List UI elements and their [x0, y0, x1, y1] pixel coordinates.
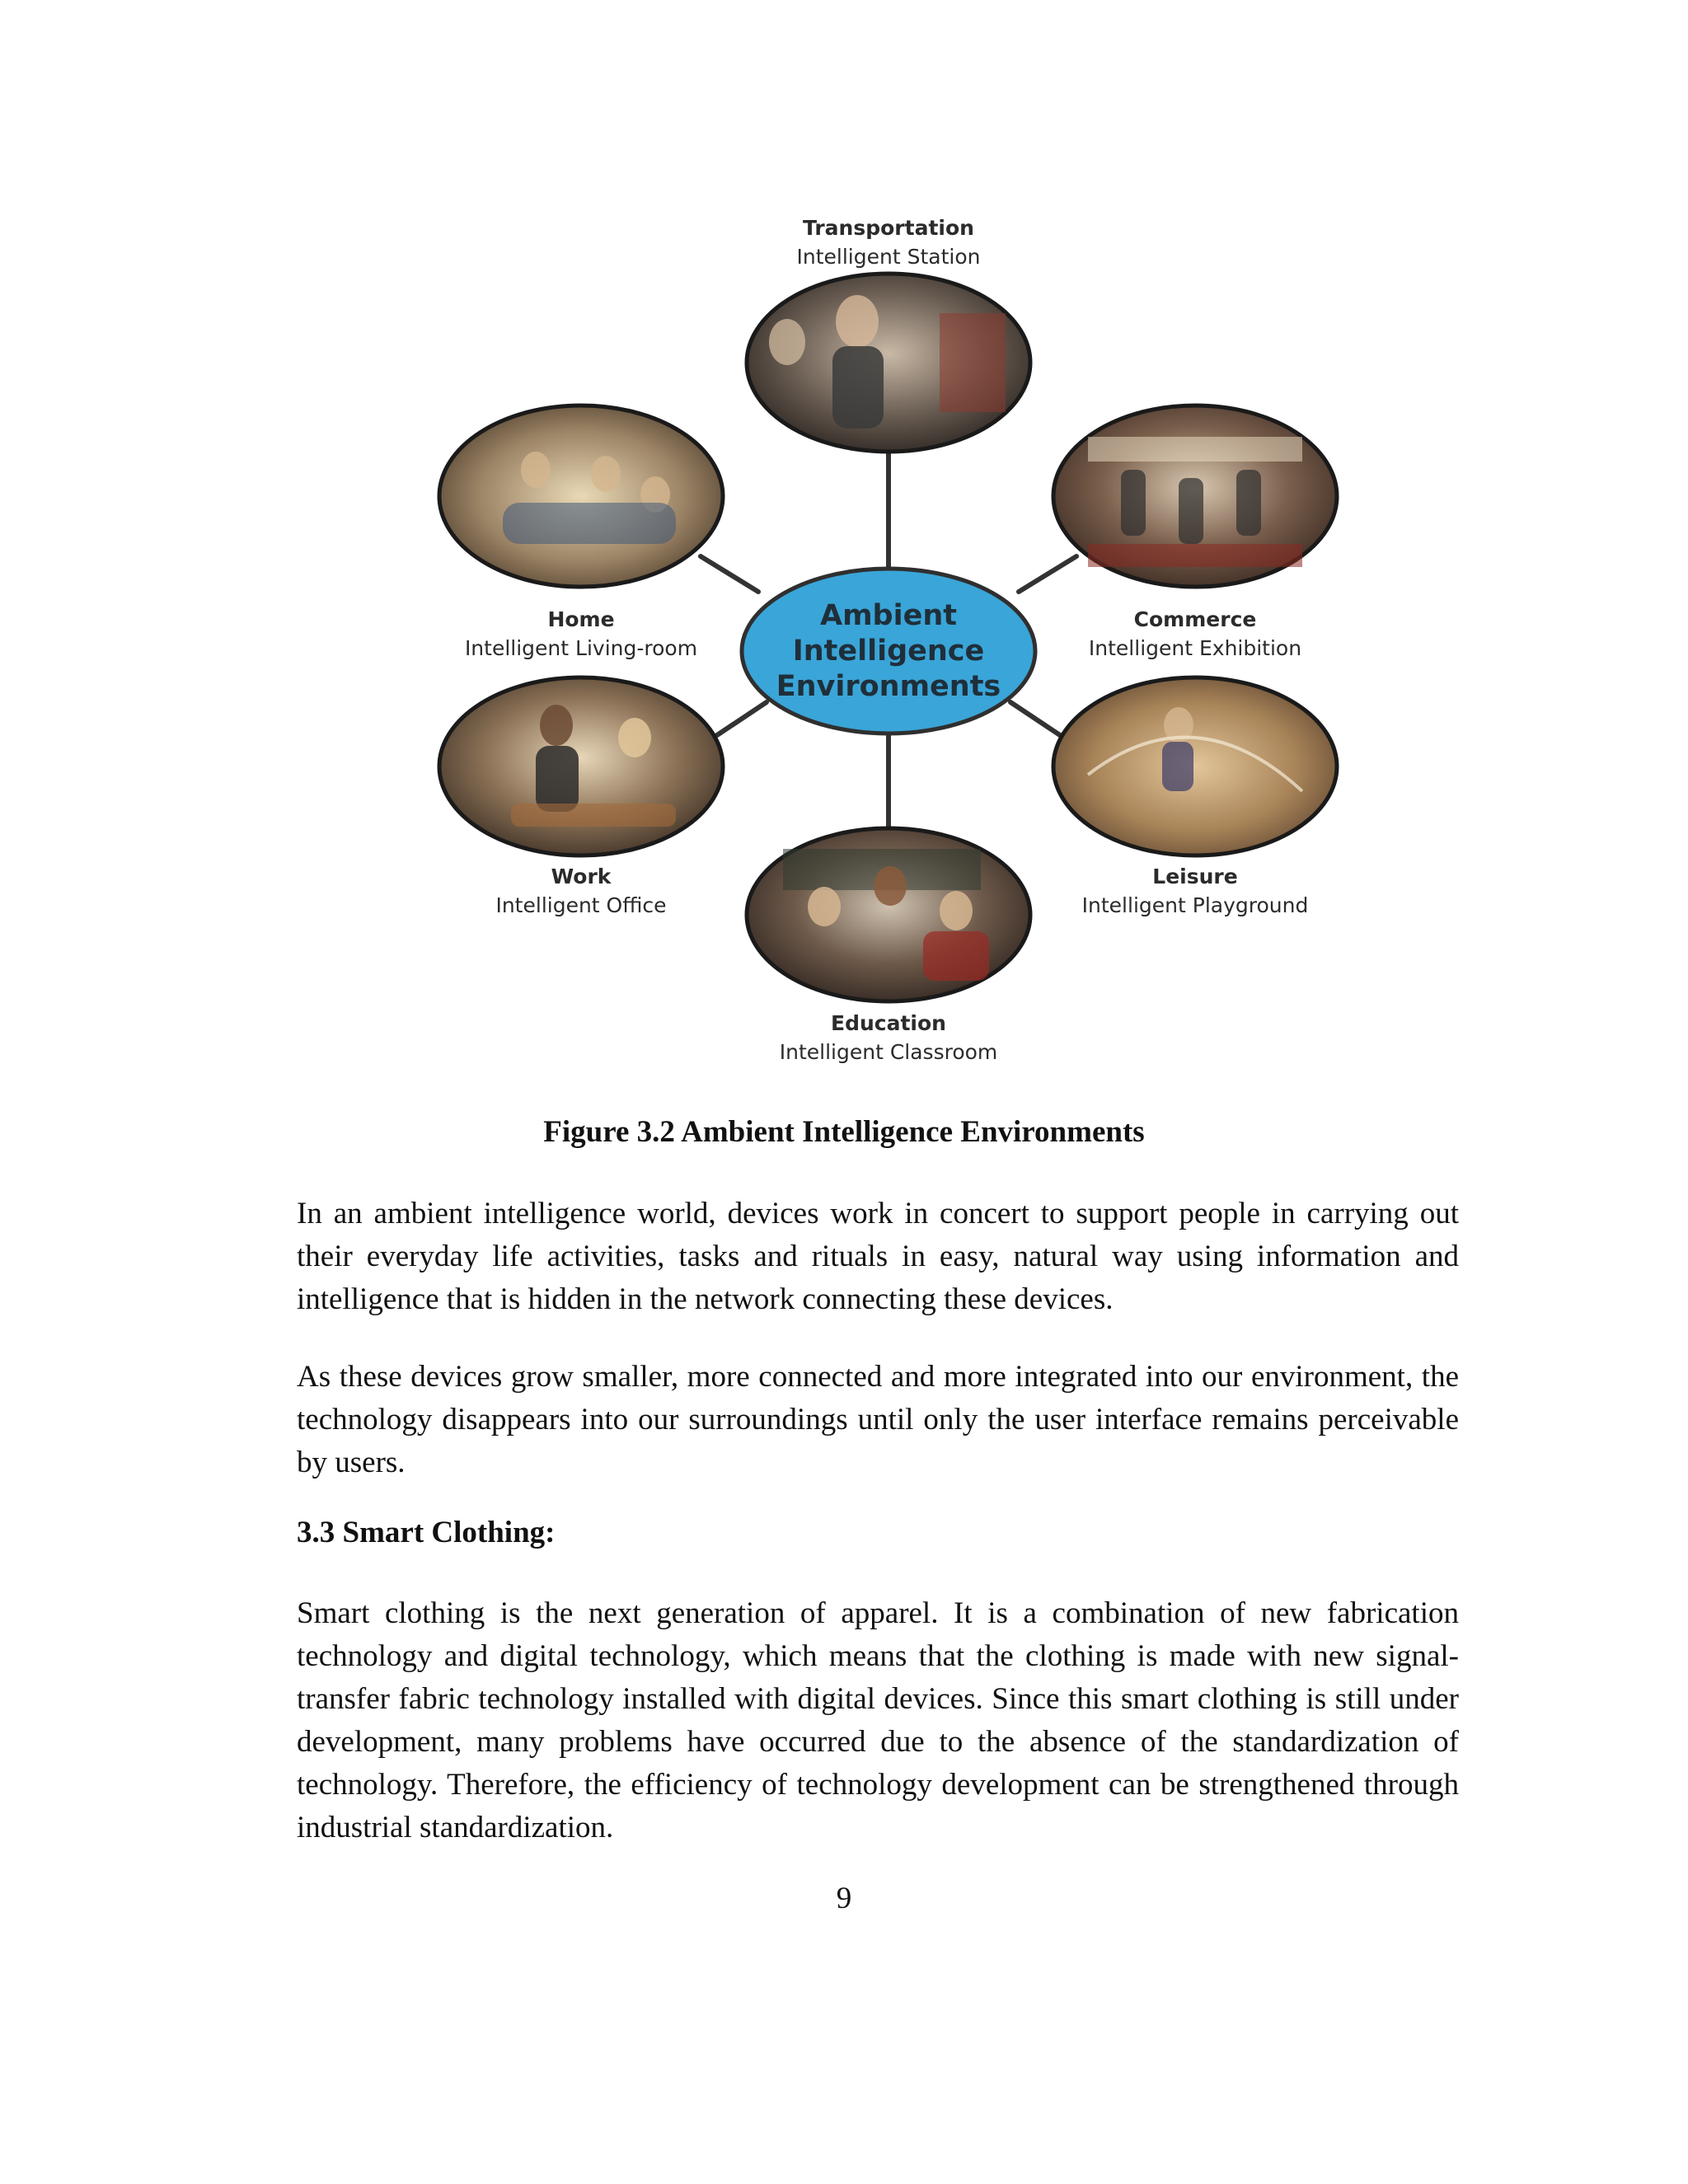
leisure-photo — [1053, 677, 1337, 855]
node-subtitle: Intelligent Classroom — [779, 1040, 998, 1064]
connector-work — [717, 702, 767, 735]
hub-line-3: Environments — [776, 670, 1001, 703]
section-heading: 3.3 Smart Clothing: — [297, 1516, 556, 1549]
commerce-photo — [1053, 405, 1337, 587]
node-title: Work — [551, 865, 612, 888]
label-education — [780, 1011, 998, 1064]
page-number: 9 — [836, 1882, 852, 1915]
node-title: Home — [547, 607, 615, 631]
connector-leisure — [1010, 702, 1060, 735]
connector-commerce — [1019, 556, 1076, 592]
home-photo — [439, 405, 723, 587]
section-body-paragraph: Smart clothing is the next generation of apparel. It is a combination of new fabrication technology and digital technology, which means that the clothing is made with new signal-transfer fabric technology installed with digital devices. Since this smart clothing is still under development, many problems have occurred due to the absence of the standardization of technology. Therefore, the efficiency of technology development can be strengthened through industrial standardization. — [297, 1596, 1459, 1844]
node-title: Leisure — [1152, 865, 1238, 888]
label-work — [495, 865, 666, 917]
transportation-photo — [747, 274, 1030, 452]
node-subtitle: Intelligent Office — [495, 893, 667, 917]
node-title: Commerce — [1133, 607, 1257, 631]
node-title: Transportation — [803, 216, 974, 240]
label-transportation — [797, 216, 981, 269]
node-title: Education — [831, 1011, 946, 1035]
label-commerce — [1089, 607, 1301, 660]
node-subtitle: Intelligent Station — [796, 245, 981, 269]
body-paragraph: As these devices grow smaller, more connected and more integrated into our environment, the technology disappears into our surroundings until only the user interface remains perceivable by users. — [297, 1360, 1459, 1479]
hub-line-2: Intelligence — [792, 635, 985, 668]
node-subtitle: Intelligent Exhibition — [1088, 636, 1302, 660]
work-photo — [439, 677, 723, 855]
hub-node — [742, 569, 1035, 733]
label-home — [465, 607, 697, 660]
node-subtitle: Intelligent Living-room — [464, 636, 698, 660]
ambient-intelligence-diagram — [412, 198, 1401, 1096]
connector-home — [701, 556, 758, 592]
node-subtitle: Intelligent Playground — [1081, 893, 1309, 917]
education-photo — [747, 828, 1030, 1001]
figure-caption: Figure 3.2 Ambient Intelligence Environments — [543, 1115, 1145, 1149]
body-paragraph: In an ambient intelligence world, devices work in concert to support people in carrying out their everyday life activities, tasks and rituals in easy, natural way using information and intelligence that is hidden in the network connecting these devices. — [297, 1197, 1459, 1316]
label-leisure — [1082, 865, 1309, 917]
hub-line-1: Ambient — [820, 599, 957, 632]
